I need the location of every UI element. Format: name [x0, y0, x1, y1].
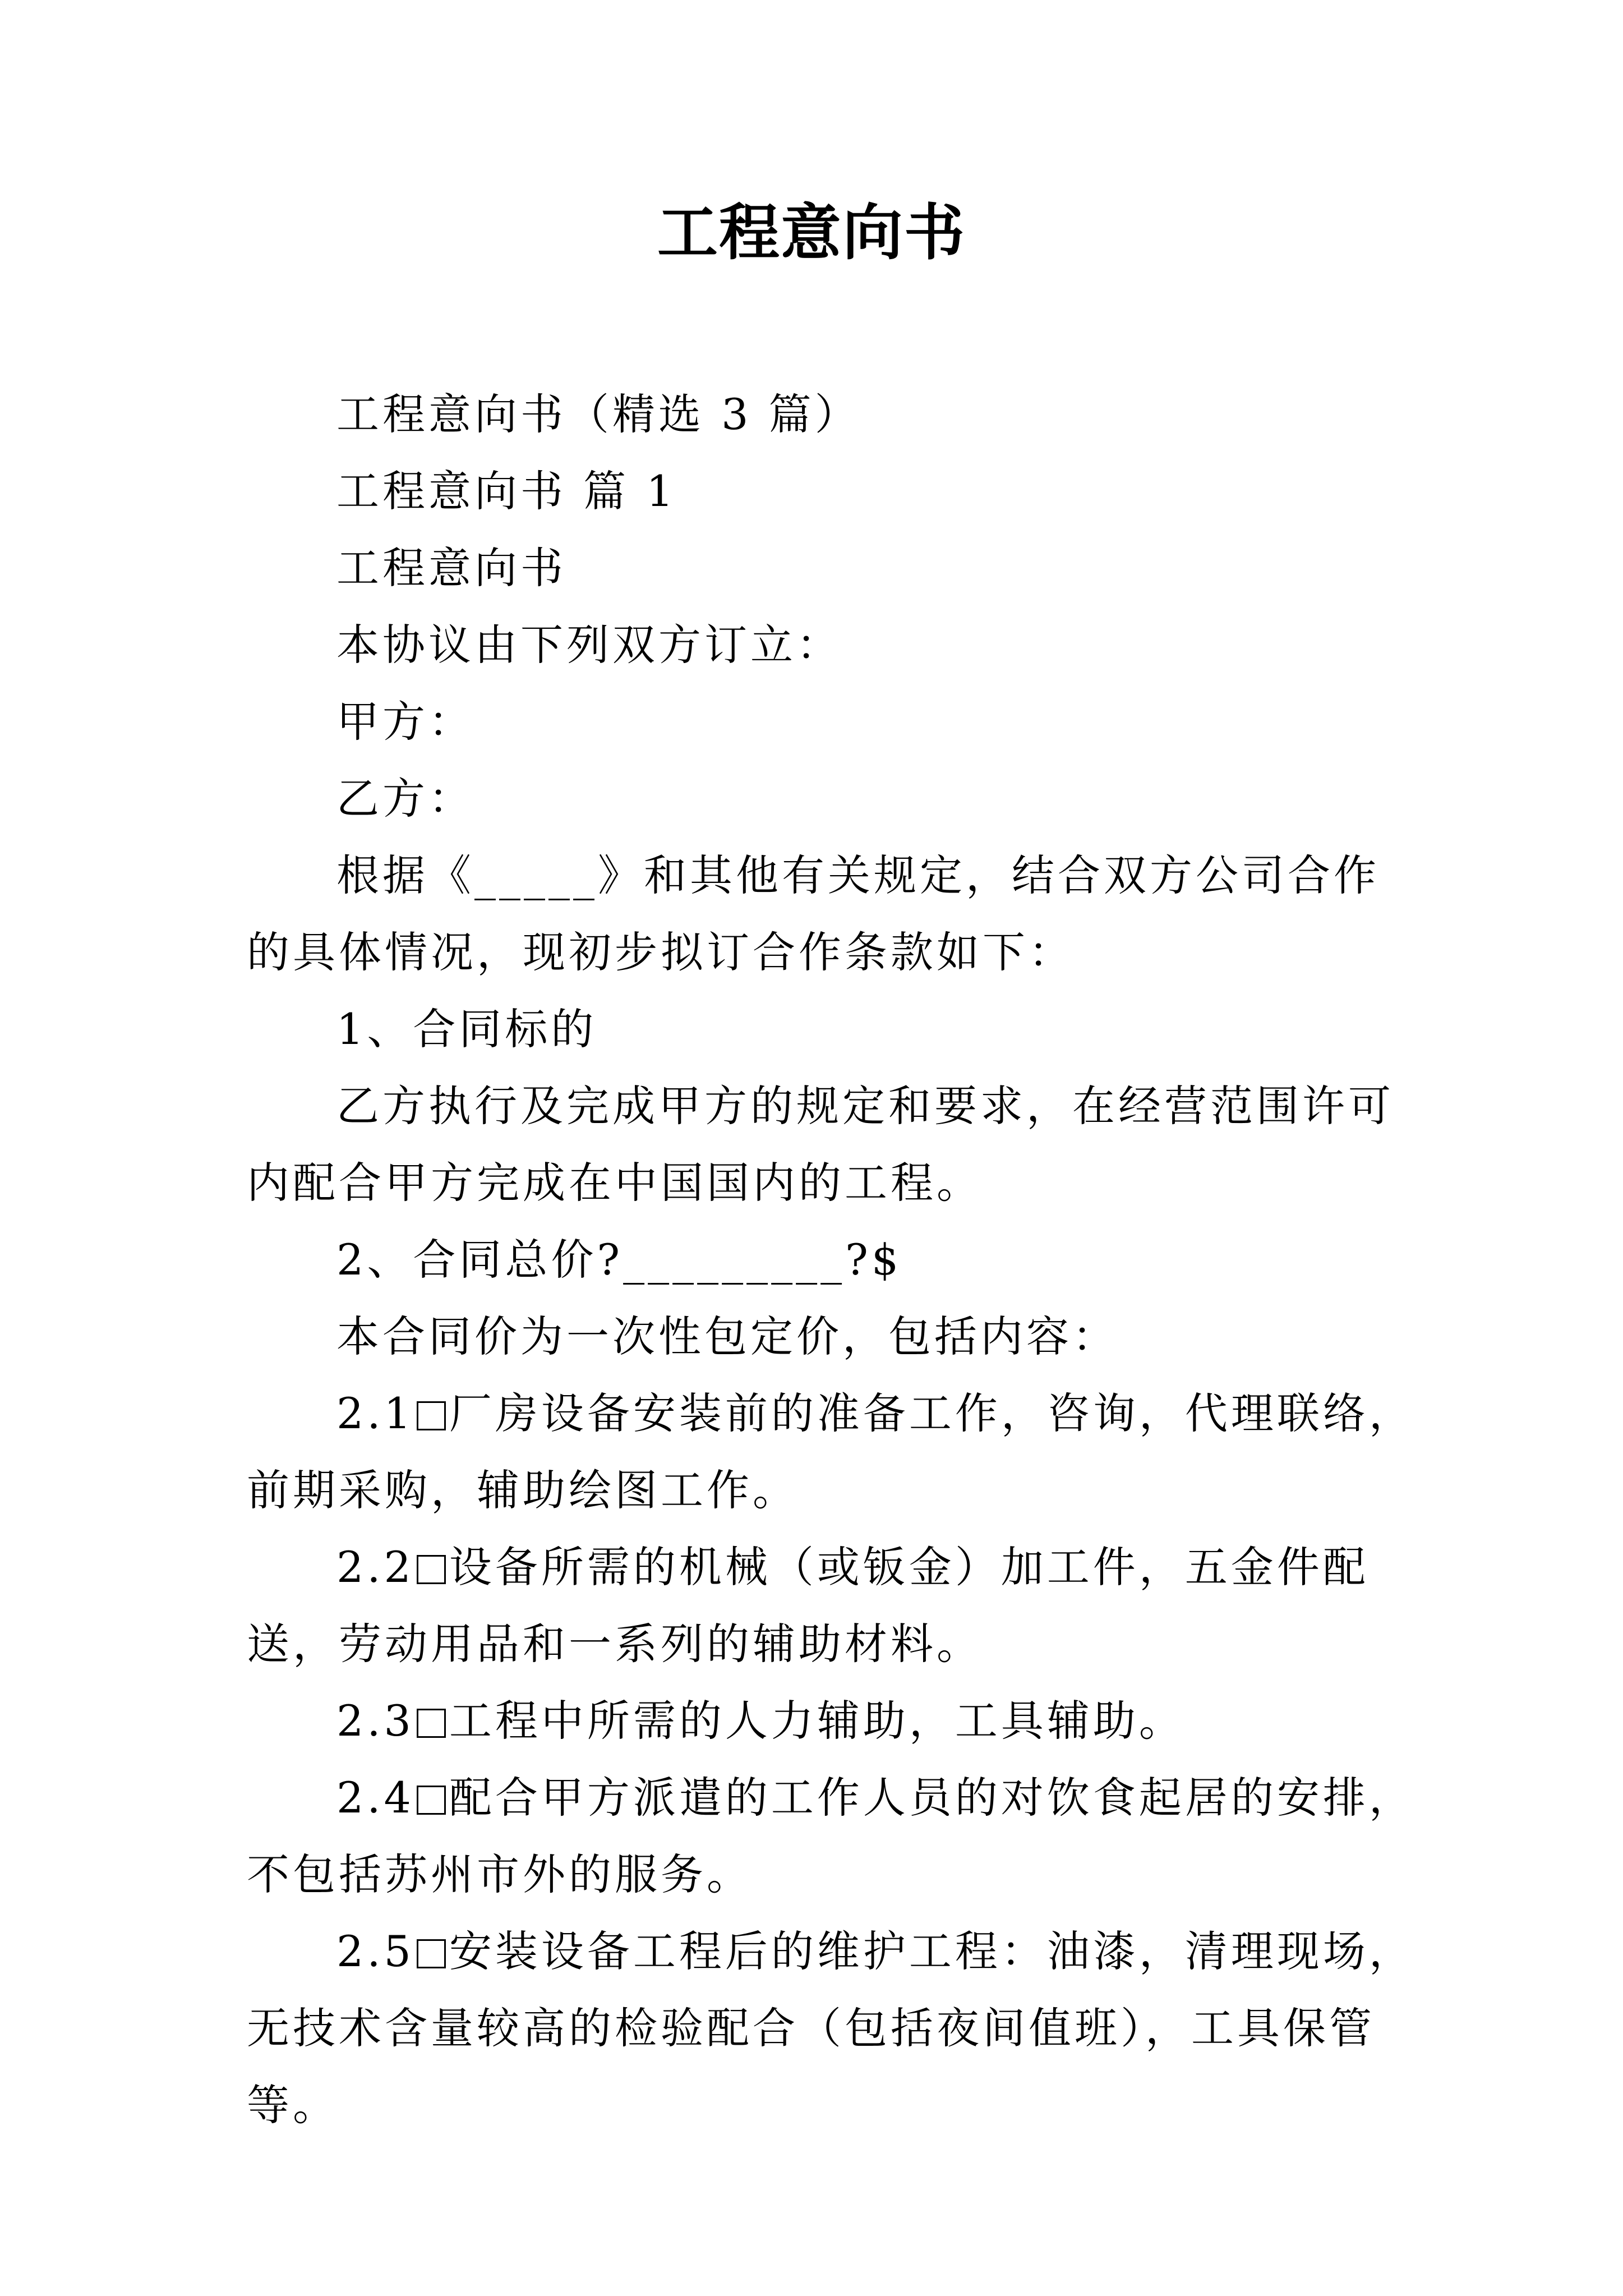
paragraph-item-2-2: [247, 1529, 1424, 1682]
paragraph-doc-name: 工程意向书: [336, 543, 566, 593]
checkbox-icon: [417, 1939, 446, 1968]
checkbox-icon: [417, 1401, 446, 1430]
paragraph-section-heading: 工程意向书 篇 1: [336, 466, 677, 516]
document-title: 工程意向书: [657, 197, 966, 268]
item-number: 2.1: [336, 1388, 414, 1438]
paragraph-party-b: 乙方：: [336, 774, 474, 823]
paragraph-clause-1-body: 乙方执行及完成甲方的规定和要求，在经营范围许可内配合甲方完成在中国国内的工程。: [247, 1081, 1394, 1208]
paragraph-basis: 根据《_____》和其他有关规定，结合双方公司合作的具体情况，现初步拟订合作条款如下：: [247, 850, 1380, 977]
paragraph-clause-2-body: 本合同价为一次性包定价，包括内容：: [336, 1312, 1118, 1361]
item-number: 2.2: [336, 1542, 414, 1592]
paragraph-parties-intro: 本协议由下列双方订立：: [336, 620, 842, 670]
item-text: 工程中所需的人力辅助，工具辅助。: [449, 1696, 1185, 1746]
item-number: 2.3: [336, 1696, 414, 1746]
item-text: 厂房设备安装前的准备工作，咨询，代理联络，前期采购，辅助绘图工作。: [247, 1388, 1415, 1515]
paragraph-item-2-4: [247, 1759, 1424, 1913]
paragraph-party-a: 甲方：: [336, 697, 474, 747]
checkbox-icon: [417, 1709, 446, 1738]
paragraph-item-2-5: [247, 1913, 1424, 2143]
item-number: 2.5: [336, 1926, 414, 1976]
item-text: 设备所需的机械（或钣金）加工件，五金件配送，劳动用品和一系列的辅助材料。: [247, 1542, 1369, 1669]
item-text: 安装设备工程后的维护工程：油漆，清理现场，无技术含量较高的检验配合（包括夜间值班），工具保管等。: [247, 1926, 1415, 2130]
document-body: [247, 376, 1424, 2143]
item-text: 配合甲方派遣的工作人员的对饮食起居的安排，不包括苏州市外的服务。: [247, 1773, 1415, 1899]
checkbox-icon: [417, 1555, 446, 1584]
item-number: 2.4: [336, 1773, 414, 1823]
paragraph-item-2-1: [247, 1375, 1424, 1529]
checkbox-icon: [417, 1786, 446, 1815]
paragraph-clause-2-heading: 2、合同总价?_________?$: [336, 1235, 902, 1285]
paragraph-clause-1-heading: 1、合同标的: [336, 1004, 597, 1054]
paragraph-item-2-3: [247, 1682, 1424, 1759]
paragraph-subtitle: 工程意向书（精选 3 篇）: [336, 389, 861, 439]
